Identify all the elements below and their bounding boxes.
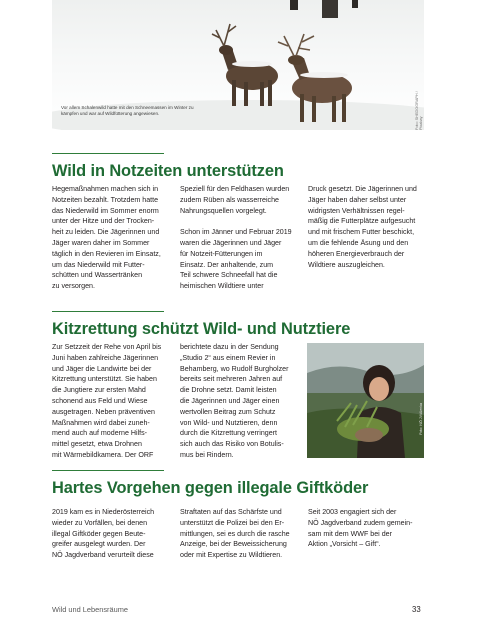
hunter-with-fawn-photo — [307, 343, 424, 458]
photo-credit: Foto: SHEDOGRAPH / Pixabay — [415, 91, 423, 130]
hunter-illustration — [307, 343, 424, 458]
paragraph: Seit 2003 engagiert sich der NÖ Jagdverband zudem gemein- sam mit dem WWF bei der Aktion „Vorsicht – Gift“. — [308, 508, 413, 549]
section-heading: Wild in Notzeiten unterstützen — [52, 162, 284, 180]
deer-photo — [52, 0, 424, 130]
section-giftkoeder — [52, 470, 424, 498]
paragraph: 2019 kam es in Niederösterreich wieder zu Vorfällen, bei denen illegal Giftköder gegen Beute- greifer ausgelegt wurden. Der NÖ Jagdverband verurteilt diese — [52, 508, 155, 560]
section3-columns — [52, 507, 424, 561]
footer-section-name: Wild und Lebensräume — [52, 605, 129, 614]
section2-columns — [52, 342, 296, 461]
paragraph: Hegemaßnahmen machen sich in Notzeiten bezahlt. Trotzdem hatte das Niederwild im Sommer enorm unter der Hitze und der Trocken- heit zu leiden. Die Jägerinnen und Jäger waren daher im Sommer täglich in den Revieren im Einsatz, um das Niederwild mit Futter- schütten und Wassertränken zu versorgen. — [52, 185, 161, 291]
text-column-2 — [180, 184, 296, 292]
paragraph: Straftaten auf das Schärfste und unterstützt die Polizei bei den Er- mittlungen, sei es durch die rasche Anzeige, bei der Beweissicherung oder mit Expertise zu Wildtieren. — [180, 508, 290, 560]
section-kitzrettung — [52, 311, 424, 339]
text-column-2 — [180, 507, 296, 561]
page-number: 33 — [412, 605, 421, 614]
section-heading: Hartes Vorgehen gegen illegale Giftköder — [52, 479, 369, 497]
text-column-1 — [52, 184, 168, 292]
text-column-1 — [52, 507, 168, 561]
section-notzeiten — [52, 153, 424, 181]
photo-caption: Vor allem Schalenwild hatte mit den Schneemassen im Winter zu kämpfen und war auf Wildfütterung angewiesen. — [61, 105, 194, 116]
section-rule — [52, 153, 164, 154]
paragraph: Schon im Jänner und Februar 2019 waren die Jägerinnen und Jäger für Notzeit-Fütterungen im Einsatz. Der anhaltende, zum Teil schwere Schneefall hat die heimischen Wildtiere unter — [180, 228, 292, 291]
text-column-1 — [52, 342, 168, 461]
section1-columns — [52, 184, 424, 292]
paragraph: berichtete dazu in der Sendung „Studio 2“ aus einem Revier in Behamberg, wo Rudolf Burgholzer bereits seit mehreren Jahren auf die Drohne setzt. Damit leisten die Jägerinnen und Jäger einen wertvollen Beitrag zum Schutz von Wild- und Nutztieren, denn durch die Kitzrettung verringert sich auch das Risiko von Botulis- mus bei Rindern. — [180, 343, 289, 459]
text-column-3 — [308, 507, 424, 561]
text-column-3 — [308, 184, 424, 292]
section-rule — [52, 470, 164, 471]
paragraph: Zur Setzzeit der Rehe von April bis Juni haben zahlreiche Jägerinnen und Jäger die Landwirte bei der Kitzrettung unterstützt. Sie haben die Jungtiere zur ersten Mahd schonend aus Feld und Wiese ausgetragen. Neben präventiven Maßnahmen wird dabei zuneh- mend auch auf moderne Hilfs- mittel gesetzt, etwa Drohnen mit Wärmebildkamera. Der ORF — [52, 343, 162, 459]
paragraph: Speziell für den Feldhasen wurden zudem Rüben als wasserreiche Nahrungsquellen vorgelegt. — [180, 185, 290, 215]
photo-credit: Foto: NÖ JV/Alenka — [419, 403, 423, 435]
text-column-2 — [180, 342, 296, 461]
section-rule — [52, 311, 164, 312]
paragraph: Druck gesetzt. Die Jägerinnen und Jäger haben daher selbst unter widrigsten Verhältnissen regel- mäßig die Futterplätze aufgesucht und mit frischem Futter beschickt, um die fehlende Äsung und den höheren Energieverbrauch der Wildtiere auszugleichen. — [308, 185, 417, 269]
section-heading: Kitzrettung schützt Wild- und Nutztiere — [52, 320, 351, 338]
